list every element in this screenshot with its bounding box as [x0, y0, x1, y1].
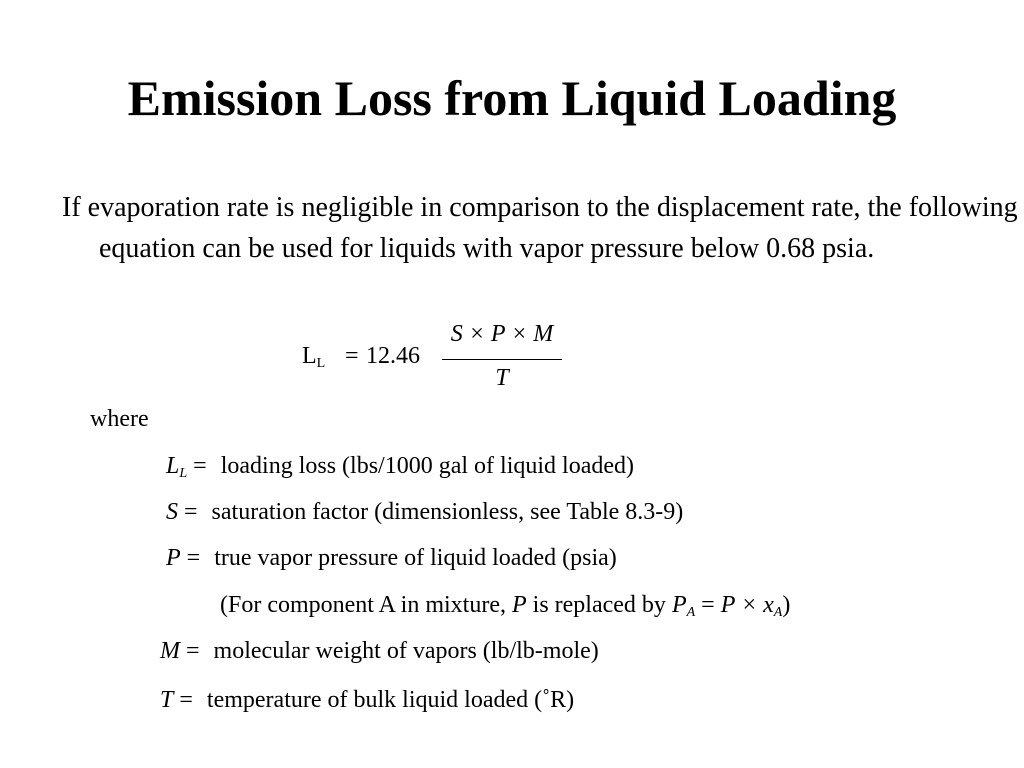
- definition-vapor-pressure: [166, 543, 617, 573]
- equation-denominator: T: [495, 365, 509, 391]
- definition-text: molecular weight of vapors (lb/lb-mole): [213, 638, 599, 664]
- definition-symbol: T: [160, 687, 174, 713]
- definition-symbol: M: [160, 638, 180, 664]
- where-label: where: [90, 406, 149, 432]
- definition-equals: =: [179, 687, 193, 713]
- note-symbol: P: [511, 592, 527, 618]
- definition-equals: =: [186, 638, 200, 664]
- definition-text: temperature of bulk liquid loaded (˚R): [206, 687, 575, 713]
- definition-temperature: [160, 685, 574, 715]
- fraction-bar: [442, 359, 562, 360]
- definition-symbol: P: [166, 545, 181, 571]
- definition-text: true vapor pressure of liquid loaded (psia): [214, 545, 617, 571]
- definition-equals: =: [186, 545, 201, 571]
- definition-symbol: S: [166, 499, 178, 525]
- slide-title: Emission Loss from Liquid Loading: [127, 70, 897, 126]
- equation-equals: =: [345, 343, 359, 369]
- definition-text: saturation factor (dimensionless, see Table 8.3-9): [211, 499, 684, 525]
- component-a-note: [220, 590, 790, 628]
- equation-lhs: $L_L$: [302, 343, 326, 371]
- intro-paragraph: If evaporation rate is negligible in comparison to the displacement rate, the following equation can be used for liquids with vapor pressure below 0.68 psia.: [62, 192, 1018, 264]
- note-eq-sign: =: [701, 592, 715, 618]
- definition-saturation-factor: [166, 497, 683, 527]
- definition-equals: =: [193, 453, 207, 479]
- definition-molecular-weight: [160, 636, 599, 666]
- note-prefix: (For component A in mixture,: [220, 592, 506, 618]
- note-rhs: $P \times x_A$: [720, 592, 783, 620]
- equation-numerator: S × P × M: [450, 321, 554, 347]
- definition-text: loading loss (lbs/1000 gal of liquid loaded): [220, 453, 634, 479]
- note-pa-symbol: $P_A$: [671, 592, 696, 620]
- note-suffix: ): [782, 592, 791, 618]
- equation-coefficient: 12.46: [366, 343, 420, 369]
- note-middle: is replaced by: [532, 592, 666, 618]
- definition-symbol: $L_L$: [166, 453, 188, 481]
- definition-equals: =: [184, 499, 198, 525]
- loading-loss-equation: [302, 321, 572, 401]
- definition-loading-loss: [166, 451, 634, 489]
